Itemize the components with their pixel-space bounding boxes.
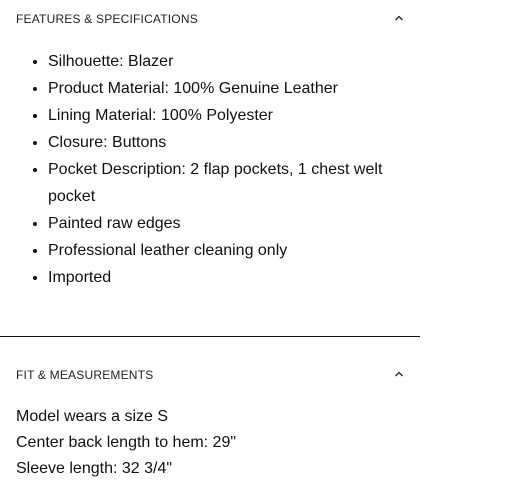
features-accordion-header[interactable] [0,0,420,40]
features-section-title: FEATURES & SPECIFICATIONS [16,12,198,26]
fit-section-title: FIT & MEASUREMENTS [16,368,154,382]
list-item: • Silhouette: Blazer [48,48,398,75]
list-item: • Pocket Description: 2 flap pockets, 1 chest welt pocket [48,156,398,210]
chevron-up-icon[interactable] [394,14,404,22]
features-list [0,48,398,291]
list-item: • Imported [48,264,398,291]
fit-details [16,404,236,482]
list-item: • Closure: Buttons [48,129,398,156]
fit-detail-line: Sleeve length: 32 3/4" [16,460,173,477]
features-specifications-section [0,0,420,286]
fit-measurements-section [0,336,420,477]
fit-accordion-header[interactable] [0,356,420,396]
chevron-up-icon[interactable] [394,370,404,378]
list-item: • Painted raw edges [48,210,398,237]
list-item: • Professional leather cleaning only [48,237,398,264]
list-item: • Product Material: 100% Genuine Leather [48,75,398,102]
fit-detail-line: Center back length to hem: 29" [16,434,237,451]
fit-detail-line: Model wears a size S [16,408,169,425]
list-item: • Lining Material: 100% Polyester [48,102,398,129]
